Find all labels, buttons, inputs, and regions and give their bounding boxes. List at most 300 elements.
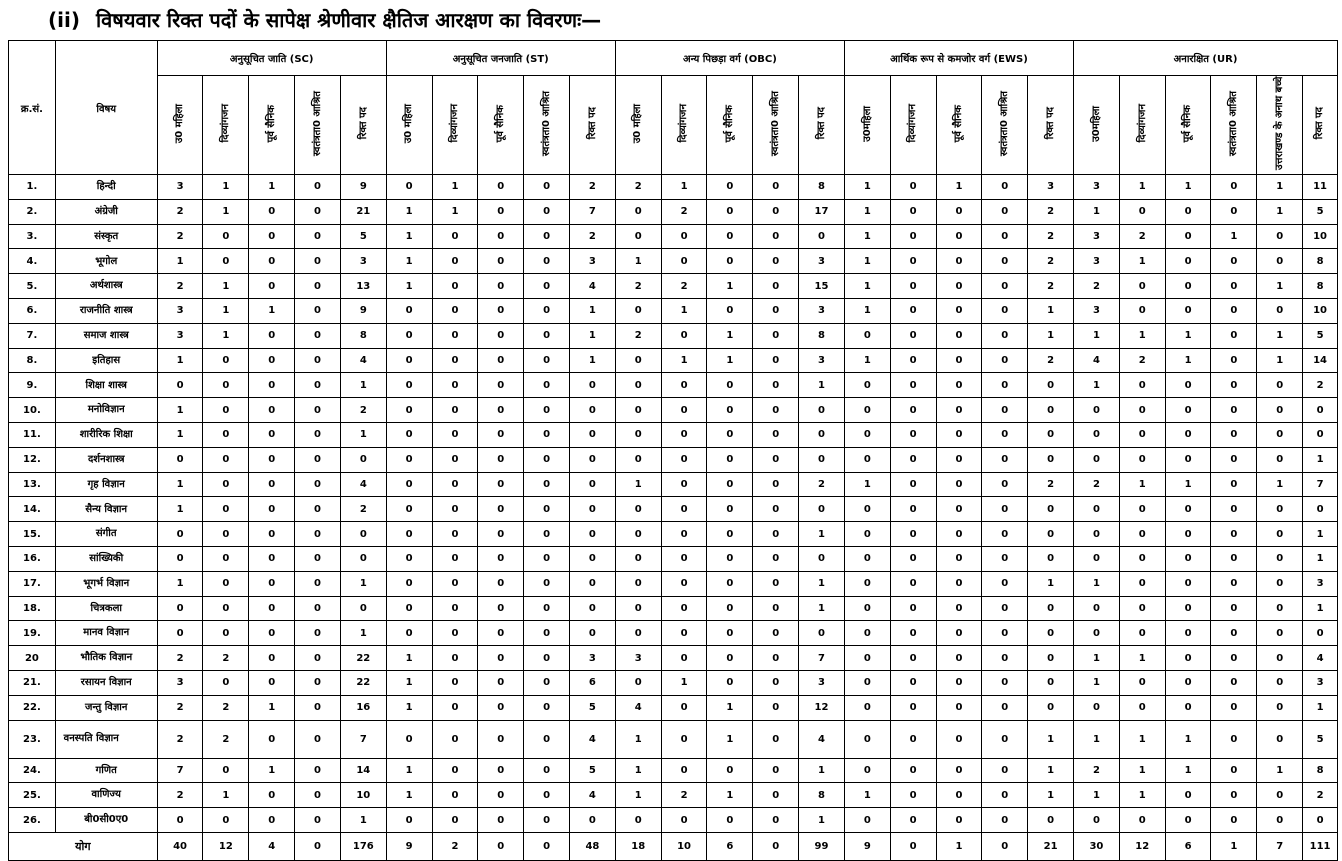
total-value: 6 xyxy=(707,832,753,860)
cell-value: 0 xyxy=(936,447,982,472)
table-row xyxy=(9,175,1338,200)
cell-value: 0 xyxy=(478,720,524,758)
cell-value: 0 xyxy=(890,447,936,472)
cell-subject: राजनीति शास्त्र xyxy=(55,298,157,323)
cell-value: 1 xyxy=(1257,199,1303,224)
cell-value: 1 xyxy=(799,596,845,621)
cell-value: 0 xyxy=(203,447,249,472)
table-row xyxy=(9,571,1338,596)
cell-value: 0 xyxy=(844,720,890,758)
cell-value: 0 xyxy=(203,249,249,274)
cell-value: 0 xyxy=(295,199,341,224)
cell-value: 0 xyxy=(249,596,295,621)
cell-value: 0 xyxy=(1257,695,1303,720)
cell-value: 0 xyxy=(1165,274,1211,299)
sub-header-st-3 xyxy=(524,76,570,175)
cell-value: 1 xyxy=(203,323,249,348)
cell-value: 0 xyxy=(936,323,982,348)
cell-value: 1 xyxy=(1165,348,1211,373)
sub-header-st-1 xyxy=(432,76,478,175)
cell-value: 0 xyxy=(707,522,753,547)
cell-value: 0 xyxy=(1211,571,1257,596)
cell-value: 0 xyxy=(295,720,341,758)
cell-value: 0 xyxy=(1119,571,1165,596)
cell-value: 0 xyxy=(707,646,753,671)
cell-subject: भूगोल xyxy=(55,249,157,274)
cell-sno: 7. xyxy=(9,323,56,348)
cell-value: 1 xyxy=(661,348,707,373)
cell-value: 0 xyxy=(890,175,936,200)
cell-value: 1 xyxy=(340,422,386,447)
sub-header-obc-0 xyxy=(615,76,661,175)
cell-value: 0 xyxy=(799,422,845,447)
cell-value: 5 xyxy=(569,758,615,783)
cell-value: 0 xyxy=(569,621,615,646)
cell-value: 0 xyxy=(295,224,341,249)
cell-value: 9 xyxy=(340,175,386,200)
cell-value: 0 xyxy=(432,373,478,398)
cell-value: 0 xyxy=(249,398,295,423)
cell-value: 0 xyxy=(203,398,249,423)
cell-value: 2 xyxy=(1119,348,1165,373)
cell-value: 3 xyxy=(1303,670,1338,695)
cell-value: 3 xyxy=(157,298,203,323)
table-row xyxy=(9,522,1338,547)
cell-value: 0 xyxy=(249,447,295,472)
cell-value: 0 xyxy=(249,199,295,224)
cell-value: 0 xyxy=(707,175,753,200)
cell-value: 0 xyxy=(1165,249,1211,274)
cell-value: 0 xyxy=(1028,646,1074,671)
cell-value: 0 xyxy=(890,571,936,596)
cell-value: 0 xyxy=(295,758,341,783)
cell-value: 0 xyxy=(707,497,753,522)
cell-value: 1 xyxy=(1074,783,1120,808)
cell-value: 2 xyxy=(661,783,707,808)
cell-value: 0 xyxy=(890,348,936,373)
cell-value: 0 xyxy=(524,596,570,621)
cell-value: 1 xyxy=(203,199,249,224)
cell-value: 2 xyxy=(1028,348,1074,373)
sub-header-label: रिक्त पद xyxy=(815,107,827,140)
cell-value: 4 xyxy=(340,348,386,373)
cell-sno: 11. xyxy=(9,422,56,447)
cell-value: 1 xyxy=(844,783,890,808)
cell-value: 3 xyxy=(1303,571,1338,596)
cell-subject: समाज शास्त्र xyxy=(55,323,157,348)
cell-value: 1 xyxy=(157,571,203,596)
cell-value: 0 xyxy=(295,522,341,547)
cell-value: 0 xyxy=(753,447,799,472)
cell-value: 0 xyxy=(753,497,799,522)
cell-value: 0 xyxy=(1028,398,1074,423)
cell-value: 16 xyxy=(340,695,386,720)
cell-value: 0 xyxy=(1165,497,1211,522)
cell-value: 0 xyxy=(615,398,661,423)
cell-value: 0 xyxy=(386,175,432,200)
total-value: 1 xyxy=(936,832,982,860)
cell-value: 1 xyxy=(340,571,386,596)
total-value: 30 xyxy=(1074,832,1120,860)
cell-sno: 6. xyxy=(9,298,56,323)
table-row xyxy=(9,808,1338,833)
cell-value: 0 xyxy=(203,348,249,373)
cell-subject: भौतिक विज्ञान xyxy=(55,646,157,671)
cell-value: 1 xyxy=(1165,323,1211,348)
cell-value: 1 xyxy=(707,720,753,758)
cell-value: 2 xyxy=(1303,373,1338,398)
cell-value: 1 xyxy=(1119,720,1165,758)
cell-sno: 8. xyxy=(9,348,56,373)
cell-value: 1 xyxy=(844,472,890,497)
cell-value: 0 xyxy=(799,398,845,423)
cell-value: 0 xyxy=(1074,522,1120,547)
cell-value: 1 xyxy=(1074,670,1120,695)
sub-header-obc-4 xyxy=(799,76,845,175)
cell-value: 0 xyxy=(890,422,936,447)
cell-value: 0 xyxy=(982,758,1028,783)
cell-value: 1 xyxy=(386,695,432,720)
cell-value: 1 xyxy=(844,249,890,274)
cell-value: 0 xyxy=(1119,447,1165,472)
cell-value: 1 xyxy=(799,373,845,398)
cell-value: 0 xyxy=(661,422,707,447)
cell-value: 0 xyxy=(890,298,936,323)
sub-header-obc-3 xyxy=(753,76,799,175)
cell-sno: 3. xyxy=(9,224,56,249)
cell-value: 0 xyxy=(524,398,570,423)
cell-value: 0 xyxy=(249,720,295,758)
cell-value: 0 xyxy=(295,571,341,596)
sub-header-ur-1 xyxy=(1119,76,1165,175)
cell-value: 0 xyxy=(1257,783,1303,808)
cell-value: 0 xyxy=(890,720,936,758)
cell-value: 0 xyxy=(753,422,799,447)
cell-value: 0 xyxy=(478,249,524,274)
cell-subject: रसायन विज्ञान xyxy=(55,670,157,695)
cell-value: 0 xyxy=(524,646,570,671)
cell-value: 0 xyxy=(936,808,982,833)
cell-value: 0 xyxy=(386,497,432,522)
cell-value: 1 xyxy=(1257,758,1303,783)
cell-value: 0 xyxy=(615,298,661,323)
cell-value: 2 xyxy=(157,274,203,299)
cell-value: 0 xyxy=(936,783,982,808)
cell-value: 0 xyxy=(569,571,615,596)
cell-value: 0 xyxy=(890,522,936,547)
cell-value: 5 xyxy=(569,695,615,720)
cell-value: 0 xyxy=(1257,571,1303,596)
cell-value: 0 xyxy=(249,373,295,398)
cell-value: 0 xyxy=(844,323,890,348)
cell-subject: गणित xyxy=(55,758,157,783)
cell-value: 0 xyxy=(936,249,982,274)
cell-value: 0 xyxy=(1257,596,1303,621)
cell-value: 0 xyxy=(524,546,570,571)
cell-value: 0 xyxy=(249,472,295,497)
cell-value: 0 xyxy=(753,720,799,758)
cell-value: 0 xyxy=(753,199,799,224)
cell-value: 1 xyxy=(844,224,890,249)
cell-value: 0 xyxy=(890,373,936,398)
cell-value: 2 xyxy=(157,646,203,671)
cell-value: 0 xyxy=(1074,398,1120,423)
cell-value: 0 xyxy=(753,348,799,373)
cell-value: 0 xyxy=(203,224,249,249)
cell-subject: मानव विज्ञान xyxy=(55,621,157,646)
cell-value: 0 xyxy=(478,646,524,671)
cell-value: 0 xyxy=(661,621,707,646)
cell-value: 3 xyxy=(569,646,615,671)
cell-value: 0 xyxy=(844,546,890,571)
cell-value: 0 xyxy=(1119,670,1165,695)
cell-value: 0 xyxy=(1119,298,1165,323)
sub-header-obc-1 xyxy=(661,76,707,175)
total-value: 6 xyxy=(1165,832,1211,860)
sub-header-label: पूर्व सैनिक xyxy=(495,104,506,143)
cell-value: 0 xyxy=(1165,546,1211,571)
cell-value: 0 xyxy=(1257,621,1303,646)
cell-value: 1 xyxy=(615,783,661,808)
cell-value: 0 xyxy=(203,373,249,398)
cell-value: 0 xyxy=(753,373,799,398)
cell-value: 0 xyxy=(1165,398,1211,423)
cell-value: 1 xyxy=(707,783,753,808)
cell-value: 0 xyxy=(203,546,249,571)
total-value: 1 xyxy=(1211,832,1257,860)
cell-value: 1 xyxy=(1028,323,1074,348)
cell-value: 0 xyxy=(157,546,203,571)
cell-value: 0 xyxy=(478,670,524,695)
cell-sno: 5. xyxy=(9,274,56,299)
cell-value: 0 xyxy=(478,274,524,299)
section-title: विषयवार रिक्त पदों के सापेक्ष श्रेणीवार क्षैतिज आरक्षण का विवरणः— xyxy=(96,8,602,32)
cell-value: 0 xyxy=(982,398,1028,423)
cell-value: 0 xyxy=(295,808,341,833)
sub-header-ur-5 xyxy=(1303,76,1338,175)
cell-value: 0 xyxy=(890,783,936,808)
cell-value: 0 xyxy=(615,348,661,373)
cell-value: 10 xyxy=(340,783,386,808)
cell-value: 0 xyxy=(478,199,524,224)
cell-value: 0 xyxy=(982,472,1028,497)
cell-value: 0 xyxy=(936,522,982,547)
cell-value: 0 xyxy=(1211,199,1257,224)
cell-value: 2 xyxy=(799,472,845,497)
cell-value: 0 xyxy=(1211,670,1257,695)
total-value: 7 xyxy=(1257,832,1303,860)
cell-value: 3 xyxy=(799,348,845,373)
cell-value: 2 xyxy=(1028,274,1074,299)
cell-value: 0 xyxy=(661,249,707,274)
cell-value: 1 xyxy=(157,472,203,497)
cell-value: 0 xyxy=(157,621,203,646)
cell-value: 0 xyxy=(661,646,707,671)
cell-value: 0 xyxy=(1119,199,1165,224)
cell-value: 0 xyxy=(661,472,707,497)
cell-value: 0 xyxy=(524,695,570,720)
cell-value: 0 xyxy=(1211,758,1257,783)
cell-value: 0 xyxy=(753,522,799,547)
cell-value: 0 xyxy=(478,422,524,447)
cell-value: 2 xyxy=(1028,199,1074,224)
sub-header-ews-2 xyxy=(936,76,982,175)
cell-value: 3 xyxy=(1074,249,1120,274)
cell-value: 0 xyxy=(1211,472,1257,497)
cell-value: 0 xyxy=(386,298,432,323)
cell-value: 0 xyxy=(249,646,295,671)
cell-value: 0 xyxy=(524,522,570,547)
cell-value: 0 xyxy=(890,398,936,423)
cell-value: 0 xyxy=(524,571,570,596)
cell-value: 0 xyxy=(524,670,570,695)
cell-value: 0 xyxy=(432,758,478,783)
cell-value: 0 xyxy=(524,348,570,373)
cell-value: 0 xyxy=(295,695,341,720)
cell-subject: अंग्रेजी xyxy=(55,199,157,224)
cell-value: 1 xyxy=(1074,646,1120,671)
cell-value: 1 xyxy=(1074,323,1120,348)
cell-value: 0 xyxy=(1165,783,1211,808)
cell-value: 0 xyxy=(1211,808,1257,833)
sub-header-row xyxy=(9,76,1338,175)
cell-value: 1 xyxy=(799,571,845,596)
cell-value: 2 xyxy=(340,497,386,522)
group-header-row xyxy=(9,41,1338,76)
cell-value: 1 xyxy=(1074,720,1120,758)
cell-value: 0 xyxy=(478,571,524,596)
cell-value: 9 xyxy=(340,298,386,323)
cell-value: 0 xyxy=(295,398,341,423)
cell-value: 1 xyxy=(1165,758,1211,783)
cell-value: 0 xyxy=(799,447,845,472)
cell-value: 0 xyxy=(524,175,570,200)
table-row xyxy=(9,621,1338,646)
cell-value: 1 xyxy=(1119,783,1165,808)
cell-value: 1 xyxy=(432,175,478,200)
cell-value: 4 xyxy=(1303,646,1338,671)
cell-value: 0 xyxy=(386,447,432,472)
cell-value: 1 xyxy=(157,497,203,522)
cell-value: 0 xyxy=(1257,447,1303,472)
cell-value: 0 xyxy=(890,323,936,348)
cell-value: 0 xyxy=(936,224,982,249)
sub-header-ews-1 xyxy=(890,76,936,175)
cell-value: 0 xyxy=(1211,348,1257,373)
cell-value: 0 xyxy=(890,621,936,646)
cell-value: 1 xyxy=(1303,596,1338,621)
cell-value: 0 xyxy=(478,447,524,472)
cell-value: 0 xyxy=(982,348,1028,373)
cell-subject: शिक्षा शास्त्र xyxy=(55,373,157,398)
cell-value: 0 xyxy=(478,373,524,398)
cell-value: 0 xyxy=(1165,695,1211,720)
total-value: 0 xyxy=(524,832,570,860)
table-row xyxy=(9,695,1338,720)
cell-value: 0 xyxy=(615,571,661,596)
cell-value: 0 xyxy=(524,447,570,472)
cell-value: 0 xyxy=(157,522,203,547)
cell-value: 0 xyxy=(1211,783,1257,808)
sub-header-ur-2 xyxy=(1165,76,1211,175)
cell-value: 0 xyxy=(432,497,478,522)
cell-value: 0 xyxy=(661,373,707,398)
cell-value: 0 xyxy=(1165,808,1211,833)
cell-sno: 26. xyxy=(9,808,56,833)
cell-value: 0 xyxy=(844,695,890,720)
cell-value: 2 xyxy=(569,175,615,200)
cell-value: 0 xyxy=(249,571,295,596)
table-row xyxy=(9,398,1338,423)
total-value: 2 xyxy=(432,832,478,860)
cell-value: 0 xyxy=(707,447,753,472)
cell-value: 1 xyxy=(340,621,386,646)
cell-value: 2 xyxy=(615,175,661,200)
cell-value: 0 xyxy=(386,398,432,423)
table-row xyxy=(9,249,1338,274)
cell-value: 1 xyxy=(157,398,203,423)
group-header-ews: आर्थिक रूप से कमजोर वर्ग (EWS) xyxy=(844,41,1073,76)
cell-value: 0 xyxy=(524,422,570,447)
cell-value: 0 xyxy=(203,422,249,447)
cell-value: 0 xyxy=(661,323,707,348)
cell-value: 0 xyxy=(661,546,707,571)
cell-value: 1 xyxy=(799,522,845,547)
cell-value: 0 xyxy=(203,808,249,833)
cell-value: 2 xyxy=(203,720,249,758)
cell-value: 6 xyxy=(569,670,615,695)
cell-value: 0 xyxy=(249,670,295,695)
table-row xyxy=(9,274,1338,299)
cell-value: 1 xyxy=(157,422,203,447)
cell-value: 1 xyxy=(1303,695,1338,720)
cell-value: 0 xyxy=(524,720,570,758)
cell-value: 0 xyxy=(707,298,753,323)
cell-value: 3 xyxy=(1074,224,1120,249)
cell-value: 1 xyxy=(1303,546,1338,571)
cell-value: 0 xyxy=(432,783,478,808)
cell-value: 0 xyxy=(890,224,936,249)
table-row xyxy=(9,646,1338,671)
cell-value: 0 xyxy=(799,621,845,646)
cell-value: 12 xyxy=(799,695,845,720)
sub-header-label: उ0 महिला xyxy=(403,103,415,144)
sub-header-label: दिव्यांगजन xyxy=(678,104,690,143)
cell-value: 0 xyxy=(1074,621,1120,646)
cell-value: 0 xyxy=(524,199,570,224)
cell-value: 1 xyxy=(1303,522,1338,547)
cell-value: 0 xyxy=(1028,373,1074,398)
cell-value: 0 xyxy=(249,546,295,571)
cell-value: 0 xyxy=(203,758,249,783)
cell-value: 0 xyxy=(753,249,799,274)
cell-value: 0 xyxy=(707,472,753,497)
cell-value: 0 xyxy=(432,695,478,720)
cell-value: 0 xyxy=(753,596,799,621)
cell-value: 0 xyxy=(478,546,524,571)
cell-value: 0 xyxy=(707,546,753,571)
cell-value: 0 xyxy=(982,783,1028,808)
table-row xyxy=(9,323,1338,348)
cell-sno: 12. xyxy=(9,447,56,472)
cell-value: 0 xyxy=(1211,175,1257,200)
cell-value: 0 xyxy=(203,522,249,547)
cell-value: 0 xyxy=(524,224,570,249)
cell-value: 0 xyxy=(524,758,570,783)
cell-subject: सैन्य विज्ञान xyxy=(55,497,157,522)
cell-value: 0 xyxy=(844,422,890,447)
cell-value: 0 xyxy=(1211,621,1257,646)
